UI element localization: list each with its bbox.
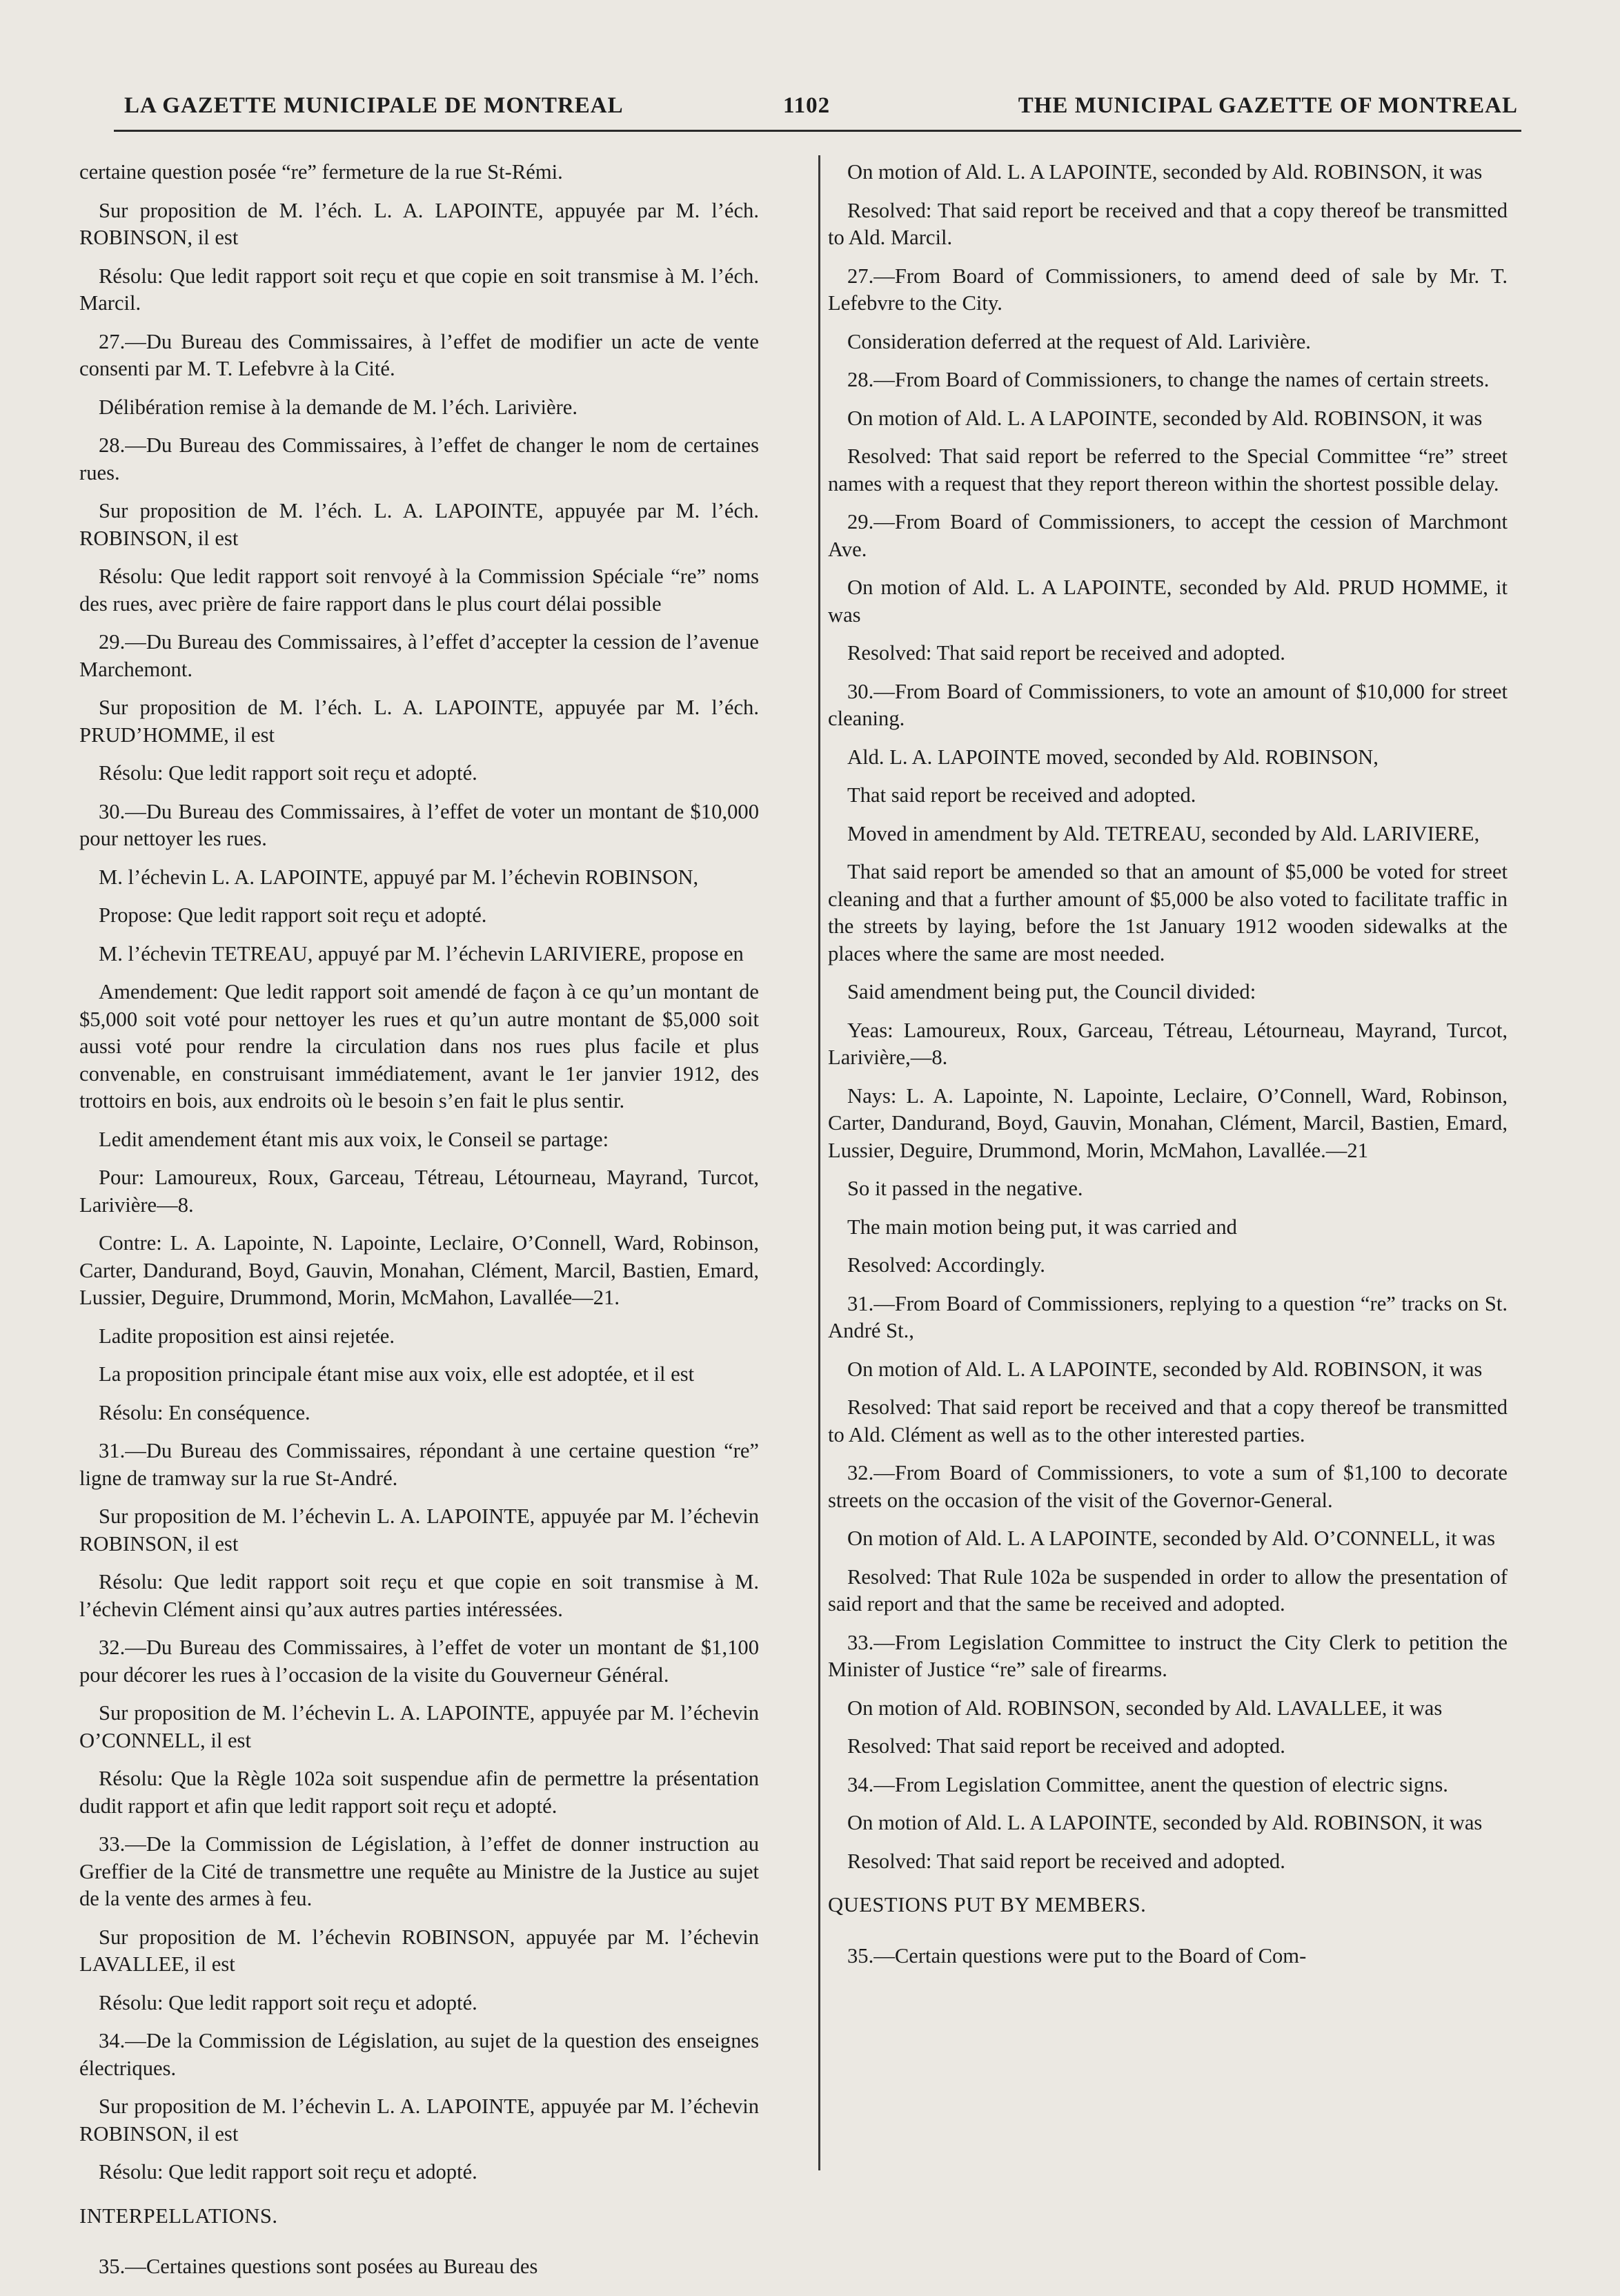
paragraph: Résolu: Que ledit rapport soit reçu et adopté.	[99, 2160, 477, 2184]
section-heading: QUESTIONS PUT BY MEMBERS.	[828, 1893, 1147, 1916]
paragraph: Resolved: That Rule 102a be suspended in order to allow the presentation of said report and that the same be received and adopted.	[828, 1564, 1508, 1616]
column-divider	[818, 155, 820, 2170]
paragraph: Yeas: Lamoureux, Roux, Garceau, Tétreau, Létourneau, Mayrand, Turcot, Larivière,—8.	[828, 1018, 1508, 1069]
paragraph: Resolved: Accordingly.	[847, 1253, 1045, 1277]
paragraph: That said report be amended so that an amount of $5,000 be voted for street cleaning and that a further amount of $5,000 be also voted to facilitate traffic in the streets by laying, before the 1st January 1912 wooden sidewalks at the places where the same are most needed.	[828, 860, 1508, 965]
paragraph: 28.—From Board of Commissioners, to change the names of certain streets.	[847, 368, 1490, 391]
paragraph: Résolu: Que ledit rapport soit reçu et adopté.	[99, 1990, 477, 2014]
paragraph: 34.—From Legislation Committee, anent the question of electric signs.	[847, 1772, 1448, 1796]
paragraph: 30.—Du Bureau des Commissaires, à l’effet de voter un montant de $10,000 pour nettoyer les rues.	[79, 799, 759, 850]
paragraph: Résolu: Que ledit rapport soit reçu et que copie en soit transmise à M. l’échevin Clément ainsi qu’aux autres parties intéressées.	[79, 1570, 759, 1621]
paragraph: So it passed in the negative.	[847, 1177, 1083, 1200]
paragraph: On motion of Ald. L. A LAPOINTE, seconded by Ald. ROBINSON, it was	[847, 160, 1483, 184]
paragraph: Résolu: Que la Règle 102a soit suspendue afin de permettre la présentation dudit rapport et afin que ledit rapport soit reçu et adopté.	[79, 1767, 759, 1818]
paragraph: 34.—De la Commission de Législation, au sujet de la question des enseignes électriques.	[79, 2029, 759, 2080]
paragraph: 28.—Du Bureau des Commissaires, à l’effet de changer le nom de certaines rues.	[79, 433, 759, 484]
paragraph: Résolu: En conséquence.	[99, 1400, 310, 1424]
paragraph: That said report be received and adopted.	[847, 783, 1196, 807]
paragraph: Resolved: That said report be received and adopted.	[847, 641, 1285, 665]
paragraph: On motion of Ald. L. A LAPOINTE, seconded by Ald. ROBINSON, it was	[847, 1357, 1483, 1381]
paragraph: 31.—From Board of Commissioners, replying to a question “re” tracks on St. André St.,	[828, 1291, 1508, 1342]
paragraph: Résolu: Que ledit rapport soit renvoyé à la Commission Spéciale “re” noms des rues, avec prière de faire rapport dans le plus court délai possible	[79, 565, 759, 616]
paragraph: 33.—De la Commission de Législation, à l’effet de donner instruction au Greffier de la Cité de transmettre une requête au Ministre de la Justice au sujet de la vente des armes à feu.	[79, 1832, 759, 1910]
paragraph: M. l’échevin TETREAU, appuyé par M. l’échevin LARIVIERE, propose en	[99, 941, 744, 965]
paragraph: Resolved: That said report be received and that a copy thereof be transmitted to Ald. Marcil.	[828, 198, 1508, 249]
english-column	[828, 159, 1508, 1981]
paragraph: Amendement: Que ledit rapport soit amendé de façon à ce qu’un montant de $5,000 soit voté pour nettoyer les rues et qu’un autre montant de $5,000 soit aussi voté pour rendre la circulation dans nos rues plus facile et plus convenable, en construisant immédiatement, avant le 1er janvier 1912, des trottoirs en bois, aux endroits où le besoin s’en fait le plus sentir.	[79, 980, 759, 1112]
paragraph: Contre: L. A. Lapointe, N. Lapointe, Leclaire, O’Connell, Ward, Robinson, Carter, Dandurand, Boyd, Gauvin, Monahan, Clément, Marcil, Bastien, Emard, Lussier, Deguire, Drummond, Morin, McMahon, Lavallée—21.	[79, 1231, 759, 1309]
paragraph: On motion of Ald. ROBINSON, seconded by Ald. LAVALLEE, it was	[847, 1696, 1443, 1720]
paragraph: Sur proposition de M. l’échevin L. A. LAPOINTE, appuyée par M. l’échevin ROBINSON, il est	[79, 1504, 759, 1556]
paragraph: Sur proposition de M. l’échevin ROBINSON, appuyée par M. l’échevin LAVALLEE, il est	[79, 1925, 759, 1976]
paragraph: Sur proposition de M. l’éch. L. A. LAPOINTE, appuyée par M. l’éch. PRUD’HOMME, il est	[79, 696, 759, 747]
paragraph: Sur proposition de M. l’éch. L. A. LAPOINTE, appuyée par M. l’éch. ROBINSON, il est	[79, 198, 759, 249]
paragraph: 31.—Du Bureau des Commissaires, répondant à une certaine question “re” ligne de tramway sur la rue St-André.	[79, 1439, 759, 1490]
paragraph: Consideration deferred at the request of Ald. Larivière.	[847, 329, 1311, 353]
paragraph: Resolved: That said report be received and adopted.	[847, 1849, 1285, 1873]
paragraph: 27.—Du Bureau des Commissaires, à l’effet de modifier un acte de vente consenti par M. T. Lefebvre à la Cité.	[79, 329, 759, 380]
paragraph: certaine question posée “re” fermeture de la rue St-Rémi.	[79, 160, 563, 184]
paragraph: Résolu: Que ledit rapport soit reçu et adopté.	[99, 761, 477, 785]
page-number: 1102	[783, 93, 831, 118]
paragraph: On motion of Ald. L. A LAPOINTE, seconded by Ald. O’CONNELL, it was	[847, 1527, 1495, 1550]
paragraph: 33.—From Legislation Committee to instruct the City Clerk to petition the Minister of Justice “re” sale of firearms.	[828, 1630, 1508, 1681]
paragraph: Moved in amendment by Ald. TETREAU, seconded by Ald. LARIVIERE,	[847, 821, 1480, 845]
paragraph: 32.—From Board of Commissioners, to vote a sum of $1,100 to decorate streets on the occasion of the visit of the Governor-General.	[828, 1461, 1508, 1512]
paragraph: Résolu: Que ledit rapport soit reçu et que copie en soit transmise à M. l’éch. Marcil.	[79, 264, 759, 315]
paragraph: 29.—Du Bureau des Commissaires, à l’effet d’accepter la cession de l’avenue Marchemont.	[79, 630, 759, 681]
paragraph: 35.—Certain questions were put to the Board of Com-	[847, 1943, 1307, 1968]
section-heading: INTERPELLATIONS.	[79, 2204, 278, 2228]
paragraph: 27.—From Board of Commissioners, to amend deed of sale by Mr. T. Lefebvre to the City.	[828, 264, 1508, 315]
paragraph: 29.—From Board of Commissioners, to accept the cession of Marchmont Ave.	[828, 510, 1508, 561]
header-rule	[114, 130, 1521, 132]
paragraph: Délibération remise à la demande de M. l’éch. Larivière.	[99, 395, 577, 419]
paragraph: Ladite proposition est ainsi rejetée.	[99, 1324, 395, 1348]
header-title-english: THE MUNICIPAL GAZETTE OF MONTREAL	[1018, 93, 1518, 118]
paragraph: Pour: Lamoureux, Roux, Garceau, Tétreau, Létourneau, Mayrand, Turcot, Larivière—8.	[79, 1166, 759, 1217]
paragraph: Resolved: That said report be received and that a copy thereof be transmitted to Ald. Clément as well as to the other interested parties.	[828, 1395, 1508, 1446]
paragraph: Resolved: That said report be referred to the Special Committee “re” street names with a request that they report thereon within the shortest possible delay.	[828, 444, 1508, 495]
header-title-french: LA GAZETTE MUNICIPALE DE MONTREAL	[124, 93, 624, 118]
page-header	[117, 90, 1518, 124]
paragraph: Sur proposition de M. l’échevin L. A. LAPOINTE, appuyée par M. l’échevin ROBINSON, il est	[79, 2094, 759, 2146]
paragraph: The main motion being put, it was carried and	[847, 1215, 1237, 1239]
paragraph: Said amendment being put, the Council divided:	[847, 980, 1256, 1003]
paragraph: On motion of Ald. L. A LAPOINTE, seconded by Ald. PRUD HOMME, it was	[828, 576, 1508, 627]
paragraph: 32.—Du Bureau des Commissaires, à l’effet de voter un montant de $1,100 pour décorer les rues à l’occasion de la visite du Gouverneur Général.	[79, 1636, 759, 1687]
paragraph: 35.—Certaines questions sont posées au Bureau des	[99, 2255, 538, 2278]
paragraph: Ald. L. A. LAPOINTE moved, seconded by Ald. ROBINSON,	[847, 745, 1379, 769]
paragraph: Resolved: That said report be received and adopted.	[847, 1734, 1285, 1758]
paragraph: M. l’échevin L. A. LAPOINTE, appuyé par M. l’échevin ROBINSON,	[99, 865, 699, 889]
paragraph: Propose: Que ledit rapport soit reçu et adopté.	[99, 903, 487, 927]
french-column	[79, 159, 759, 2292]
paragraph: On motion of Ald. L. A LAPOINTE, seconded by Ald. ROBINSON, it was	[847, 1811, 1483, 1834]
paragraph: Sur proposition de M. l’échevin L. A. LAPOINTE, appuyée par M. l’échevin O’CONNELL, il est	[79, 1701, 759, 1752]
paragraph: On motion of Ald. L. A LAPOINTE, seconded by Ald. ROBINSON, it was	[847, 406, 1483, 430]
paragraph: La proposition principale étant mise aux voix, elle est adoptée, et il est	[99, 1362, 695, 1386]
paragraph: 30.—From Board of Commissioners, to vote an amount of $10,000 for street cleaning.	[828, 679, 1508, 730]
paragraph: Nays: L. A. Lapointe, N. Lapointe, Leclaire, O’Connell, Ward, Robinson, Carter, Dandurand, Boyd, Gauvin, Monahan, Clément, Marcil, Bastien, Emard, Lussier, Deguire, Drummond, Morin, McMahon, Lavallée.—21	[828, 1083, 1508, 1162]
paragraph: Ledit amendement étant mis aux voix, le Conseil se partage:	[99, 1127, 609, 1151]
paragraph: Sur proposition de M. l’éch. L. A. LAPOINTE, appuyée par M. l’éch. ROBINSON, il est	[79, 499, 759, 550]
